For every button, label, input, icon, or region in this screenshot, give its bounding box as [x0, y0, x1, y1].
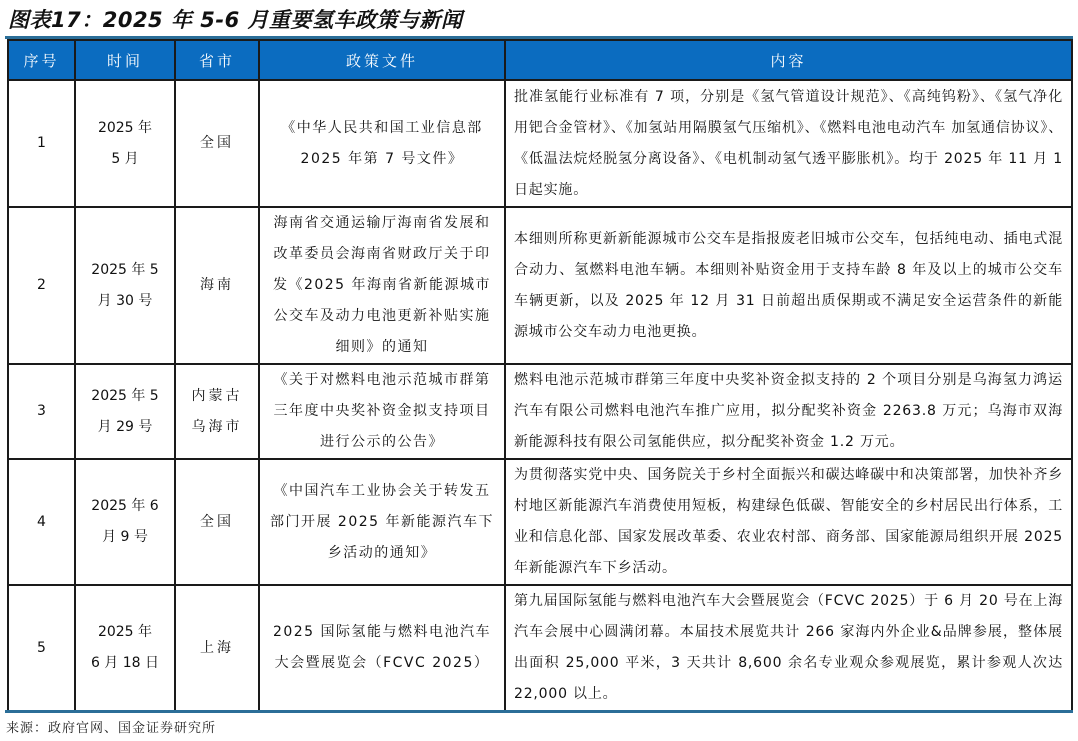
- row-policy-doc: 海南省交通运输厅海南省发展和改革委员会海南省财政厅关于印发《2025 年海南省新能源城市公交车及动力电池更新补贴实施细则》的通知: [259, 207, 505, 364]
- table-header-row: [8, 40, 1072, 80]
- province-line: 上海: [200, 639, 234, 656]
- province-line: 乌海市: [191, 418, 243, 435]
- time-line: 月 9 号: [102, 529, 148, 545]
- row-time: [75, 80, 175, 207]
- table-row: [8, 80, 1072, 207]
- row-time: [75, 207, 175, 364]
- row-no: 4: [8, 459, 75, 585]
- row-policy-doc: 《中华人民共和国工业信息部 2025 年第 7 号文件》: [259, 80, 505, 207]
- header-content: 内容: [505, 40, 1072, 80]
- table-row: [8, 364, 1072, 459]
- row-content: 燃料电池示范城市群第三年度中央奖补资金拟支持的 2 个项目分别是乌海氢力鸿运汽车有限公司燃料电池汽车推广应用，拟分配奖补资金 2263.8 万元；乌海市双海新能源科技有限公司氢能供应，拟分配奖补资金 1.2 万元。: [505, 364, 1072, 459]
- province-line: 全国: [200, 135, 234, 151]
- province-line: 海南: [200, 277, 234, 293]
- row-province: [175, 459, 259, 585]
- row-province: [175, 80, 259, 207]
- header-no: 序号: [8, 40, 75, 80]
- row-province: [175, 364, 259, 459]
- table-row: [8, 459, 1072, 585]
- province-line: 内蒙古: [191, 387, 243, 404]
- time-line: 2025 年: [97, 624, 153, 640]
- row-no: 5: [8, 585, 75, 711]
- row-time: [75, 459, 175, 585]
- row-no: 1: [8, 80, 75, 207]
- row-content: 本细则所称更新新能源城市公交车是指报废老旧城市公交车，包括纯电动、插电式混合动力、氢燃料电池车辆。本细则补贴资金用于支持车龄 8 年及以上的城市公交车车辆更新，以及 2025 年 12 月 31 日前超出质保期或不满足安全运营条件的新能源城市公交车动力电池更换。: [505, 207, 1072, 364]
- row-time: [75, 585, 175, 711]
- time-line: 6 月 18 日: [90, 655, 160, 671]
- row-policy-doc: 《中国汽车工业协会关于转发五部门开展 2025 年新能源汽车下乡活动的通知》: [259, 459, 505, 585]
- header-province: 省市: [175, 40, 259, 80]
- row-province: [175, 585, 259, 711]
- time-line: 2025 年 5: [91, 261, 159, 278]
- province-line: 全国: [200, 513, 234, 530]
- figure-title: 图表17：2025 年 5-6 月重要氢车政策与新闻: [8, 8, 463, 32]
- time-line: 2025 年: [97, 119, 153, 136]
- time-line: 2025 年 5: [91, 387, 159, 404]
- header-time: 时间: [75, 40, 175, 80]
- header-policy-doc: 政策文件: [259, 40, 505, 80]
- table-row: [8, 207, 1072, 364]
- row-time: [75, 364, 175, 459]
- source-note: 来源：政府官网、国金证券研究所: [6, 721, 217, 736]
- time-line: 2025 年 6: [91, 498, 159, 514]
- table-row: [8, 585, 1072, 711]
- row-content: 为贯彻落实党中央、国务院关于乡村全面振兴和碳达峰碳中和决策部署，加快补齐乡村地区新能源汽车消费使用短板，构建绿色低碳、智能安全的乡村居民出行体系，工业和信息化部、国家发展改革委、农业农村部、商务部、国家能源局组织开展 2025 年新能源汽车下乡活动。: [505, 459, 1072, 585]
- row-policy-doc: 2025 国际氢能与燃料电池汽车大会暨展览会（FCVC 2025）: [259, 585, 505, 711]
- bottom-divider: [5, 710, 1073, 713]
- time-line: 月 30 号: [97, 292, 153, 309]
- time-line: 月 29 号: [97, 418, 153, 435]
- row-province: [175, 207, 259, 364]
- time-line: 5 月: [111, 150, 139, 167]
- row-policy-doc: 《关于对燃料电池示范城市群第三年度中央奖补资金拟支持项目进行公示的公告》: [259, 364, 505, 459]
- row-no: 2: [8, 207, 75, 364]
- row-no: 3: [8, 364, 75, 459]
- policy-table: [7, 39, 1073, 712]
- row-content: 批准氢能行业标准有 7 项，分别是《氢气管道设计规范》、《高纯钨粉》、《氢气净化用钯合金管材》、《加氢站用隔膜氢气压缩机》、《燃料电池电动汽车 加氢通信协议》、《低温法烷烃脱氢分离设备》、《电机制动氢气透平膨胀机》。均于 2025 年 11 月 1 日起实施。: [505, 80, 1072, 207]
- row-content: 第九届国际氢能与燃料电池汽车大会暨展览会（FCVC 2025）于 6 月 20 号在上海汽车会展中心圆满闭幕。本届技术展览共计 266 家海内外企业&品牌参展，整体展出面积 25,000 平米，3 天共计 8,600 余名专业观众参观展览，累计参观人次达 22,000 以上。: [505, 585, 1072, 711]
